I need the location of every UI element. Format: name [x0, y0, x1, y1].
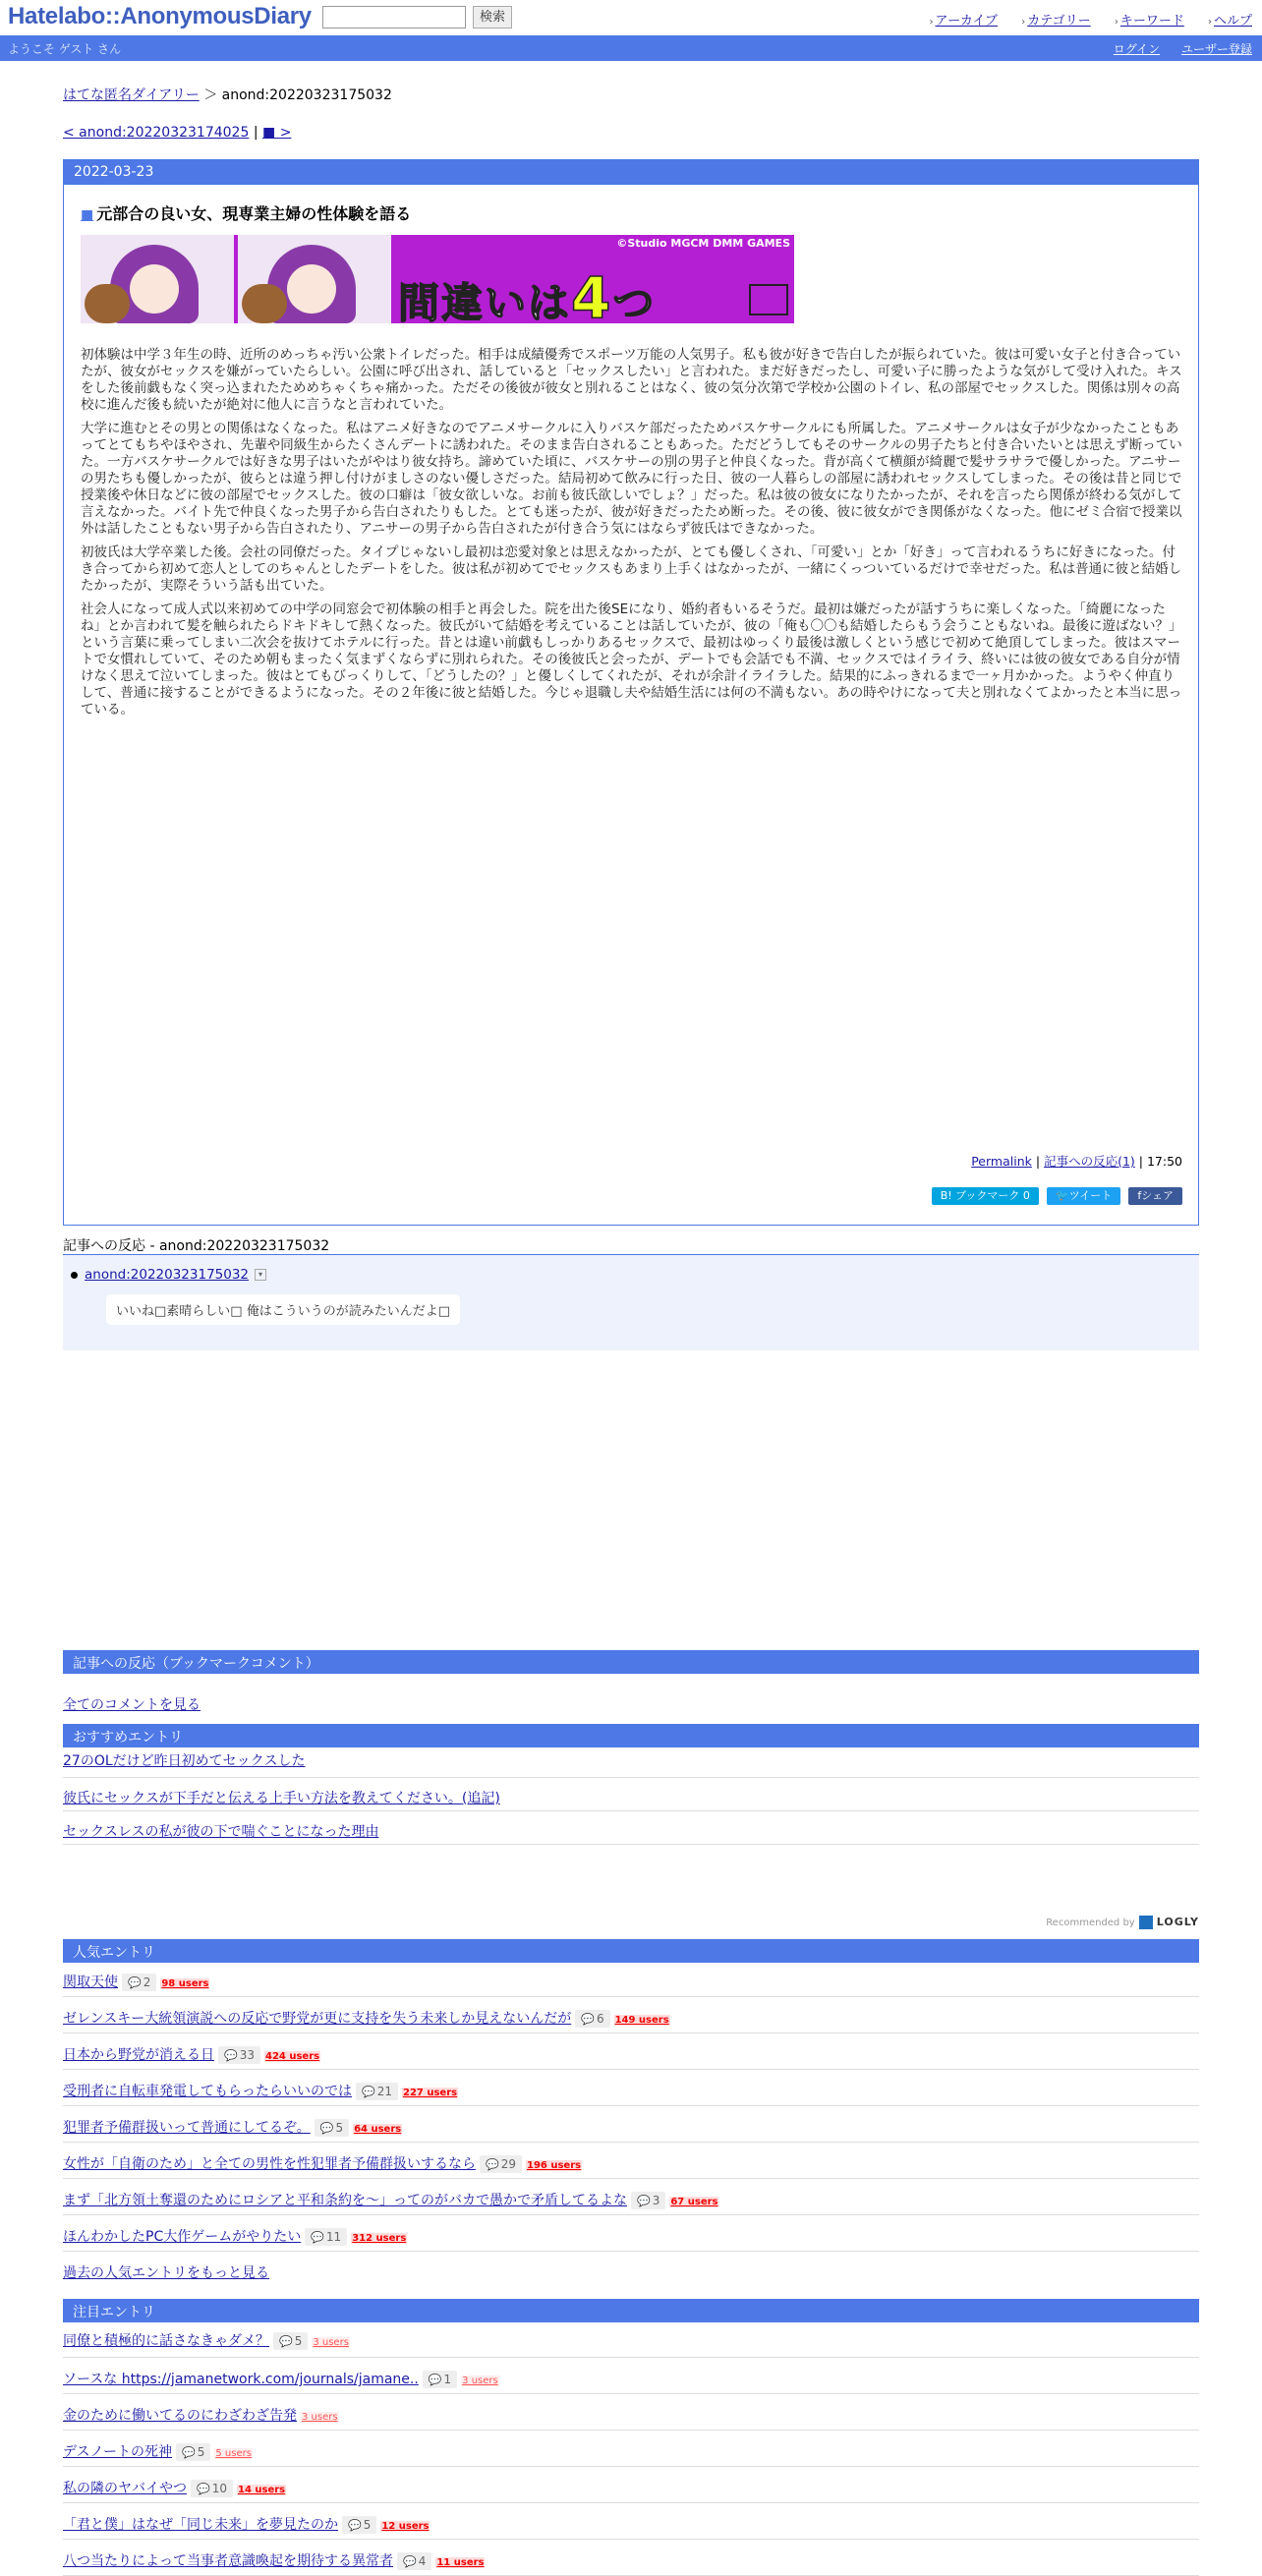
facebook-share-button[interactable]: fシェア: [1128, 1187, 1182, 1205]
list-item: [63, 2540, 1199, 2576]
popular-entry-link[interactable]: 犯罪者予備群扱いって普通にしてるぞ。: [63, 2120, 311, 2136]
comment-bubble-icon: 💬: [428, 2374, 442, 2386]
list-item: [63, 2394, 1199, 2431]
popular-heading: 人気エントリ: [63, 1939, 1199, 1963]
hatena-bookmark-button[interactable]: B! ブックマーク 0: [932, 1187, 1039, 1205]
list-item: [63, 2358, 1199, 2394]
footer-separator: |: [1138, 1154, 1143, 1169]
bookmark-users[interactable]: 424 users: [264, 2051, 320, 2062]
bookmark-users[interactable]: 14 users: [237, 2485, 286, 2495]
bullet-icon: [71, 1272, 78, 1279]
comment-count[interactable]: 💬 5: [315, 2119, 349, 2137]
bookmark-users[interactable]: 227 users: [402, 2088, 458, 2098]
comment-count[interactable]: 💬 29: [480, 2155, 522, 2173]
list-item: [63, 2503, 1199, 2540]
top-nav: [909, 10, 1252, 29]
list-item: [63, 2431, 1199, 2467]
recommended-heading: おすすめエントリ: [63, 1724, 1199, 1747]
comment-bubble-icon: 💬: [348, 2519, 362, 2532]
site-logo[interactable]: Hatelabo::AnonymousDiary: [8, 3, 312, 29]
comment-bubble-icon: 💬: [224, 2049, 238, 2062]
banner-studio-tag: ©Studio MGCM DMM GAMES: [616, 237, 790, 250]
breadcrumb-current: anond:20220323175032: [221, 87, 392, 103]
login-link[interactable]: ログイン: [1113, 42, 1161, 56]
list-item: [63, 1745, 1199, 1778]
article-title-text: 元部合の良い女、現専業主婦の性体験を語る: [96, 204, 412, 223]
comment-count[interactable]: 💬 2: [122, 1974, 156, 1991]
comment-bubble-icon: 💬: [182, 2446, 196, 2459]
comment-count[interactable]: 💬 5: [176, 2443, 210, 2461]
article-date: 2022-03-23: [64, 160, 1198, 185]
list-item: [63, 1965, 1199, 1997]
share-buttons: [928, 1187, 1182, 1205]
breadcrumb: [63, 85, 392, 104]
list-item: [63, 1997, 1199, 2033]
comment-count[interactable]: 💬 6: [575, 2010, 609, 2028]
comment-count[interactable]: 💬 33: [218, 2046, 260, 2064]
article-paragraph: 初体験は中学３年生の時、近所のめっちゃ汚い公衆トイレだった。相手は成績優秀でスポーツ万能の人気男子。私も彼が好きで告白したが振られていた。彼は可愛い女子と付き合っていたが、彼女がセックスを嫌がっていたらしい。公園に呼び出され、話していると「セックスしたい」と言われた。まだ好きだったし、可愛い子に勝ったような気がして受け入れた。キスをした後前戯もなく突っ込まれたためめちゃくちゃ痛かった。ただその後彼が彼女と別れることはなく、彼の気分次第で学校か公園のトイレ、私の部屋でセックスした。関係は別々の高校に進んだ後も続いたが絶対に他人に言うなと言われていた。: [81, 347, 1182, 413]
reaction-link[interactable]: anond:20220323175032: [85, 1267, 250, 1283]
breadcrumb-separator: ＞: [203, 87, 218, 103]
list-item: [63, 2106, 1199, 2143]
nav-category-link[interactable]: カテゴリー: [1027, 14, 1091, 29]
nav-archive-link[interactable]: アーカイブ: [935, 14, 999, 29]
comment-count[interactable]: 💬 3: [631, 2192, 665, 2209]
recommended-entry-link[interactable]: 彼氏にセックスが下手だと伝える上手い方法を教えてください。(追記): [63, 1791, 500, 1806]
article-paragraph: 社会人になって成人式以来初めての中学の同窓会で初体験の相手と再会した。院を出た後SEになり、婚約者もいるそうだ。最初は嫌だったが話すうちに楽しくなった。「綺麗になったね」とか言われて髪を触られたらドキドキして熱くなった。彼氏がいて結婚を考えていることは話していたが、彼の「俺も〇〇も結婚したらもう会うこともないね。最後に遊ばない？」という言葉に乗ってしまい二次会を抜けてホテルに行った。昔とは違い前戯もしっかりあるセックスで、最初はゆっくり最後は激しくという感じで初めて絶頂してしまった。彼はスマートで女慣れしていて、そのため朝もまったく気まずくならずに別れられた。その後彼氏と会ったが、デートでも会話でも不満、セックスではイライラ、終いには彼の彼女である自分が情けなく思えて泣いてしまった。彼はとてもびっくりして、「どうしたの？」と優しくしてくれたが、それが余計イライラした。結果的にふっきれるまで一ヶ月かかった。ようやく仲直りして、普通に接することができるようになった。その２年後に彼と結婚した。今じゃ退職し夫や結婚生活には何の不満もない。あの時やけになって夫と別れなくてよかったと本当に思っている。: [81, 601, 1182, 717]
logly-icon: [1139, 1916, 1153, 1929]
comment-bubble-icon: 💬: [403, 2555, 417, 2568]
popular-entry-link[interactable]: ほんわかしたPC大作ゲームがやりたい: [63, 2229, 302, 2245]
twitter-icon: 🐦: [1056, 1189, 1069, 1202]
more-popular-link[interactable]: 過去の人気エントリをもっと見る: [63, 2265, 269, 2281]
banner-headline: 間違いは4つ: [398, 264, 657, 323]
article-paragraph: 大学に進むとその男との関係はなくなった。私はアニメ好きなのでアニメサークルに入りバスケ部だったためバスケサークルにも所属した。アニメサークルは女子が少なかったこともあってとてもちやほやされ、先輩や同級生からたくさんデートに誘われた。そのまま告白されることもあった。ただどうしてもそのサークルの男子たちと付き合いたいとは思えず断っていた。一方バスケサークルでは好きな男子はいたがやはり彼女持ち。諦めていた頃に、バスケサーの別の男子と仲良くなった。背が高くて横顔が綺麗で髪サラサラで優しかった。アニサーの男たちも優しかったが、彼らとは違う押し付けがましさのない優しさだった。結局初めて飲みに行った日、彼の一人暮らしの部屋に誘われセックスしてしまった。その後は昔と同じで授業後や休日などに彼の部屋でセックスした。彼の口癖は「彼女欲しいな。お前も彼氏欲しいでしょ？」だった。私は彼の彼女になりたかったが、それを言ったら関係が終わる気がして言えなかった。バイト先で仲良くなった男子から告白されたりもした。とても迷ったが、彼が好きだったため断った。その後、彼に彼女ができ関係がなくなった。他にゼミ合宿で授業以外は話したこともない男子から告白されたり、アニサーの男子から告白されたが付き合う気にはならず彼氏はできなかった。: [81, 421, 1182, 537]
list-item: [63, 2179, 1199, 2215]
expand-toggle-icon[interactable]: ▾: [255, 1269, 266, 1281]
notable-heading: 注目エントリ: [63, 2299, 1199, 2322]
notable-entry-link[interactable]: 金のために働いてるのにわざわざ告発: [63, 2408, 297, 2424]
banner-illustration: [238, 235, 391, 323]
arrow-icon: ›: [929, 17, 934, 28]
comment-count[interactable]: 💬 4: [397, 2552, 431, 2570]
notable-entry-link[interactable]: 私の隣のヤバイやつ: [63, 2481, 187, 2496]
popular-list: [63, 1965, 1199, 2288]
prev-next-separator: |: [253, 125, 258, 141]
notable-entry-link[interactable]: 同僚と積極的に話さなきゃダメ？: [63, 2333, 269, 2349]
list-item: [63, 2322, 1199, 2358]
bookmark-users[interactable]: 64 users: [354, 2124, 402, 2135]
reactions-list: [63, 1254, 1199, 1350]
comment-bubble-icon: 💬: [637, 2195, 651, 2207]
bookmark-users[interactable]: 12 users: [381, 2521, 430, 2532]
bookmark-comments-heading: 記事への反応（ブックマークコメント）: [63, 1650, 1199, 1674]
permalink-link[interactable]: Permalink: [971, 1154, 1032, 1169]
bookmark-users[interactable]: 5 users: [215, 2448, 252, 2459]
comment-bubble-icon: 💬: [581, 2013, 595, 2026]
reactions-heading: 記事への反応 - anond:20220323175032: [63, 1238, 330, 1254]
popular-entry-link[interactable]: 受刑者に自転車発電してもらったらいいのでは: [63, 2084, 352, 2099]
comment-bubble-icon: 💬: [362, 2086, 375, 2098]
entry-square-link[interactable]: ■: [81, 207, 94, 223]
bookmark-users[interactable]: 3 users: [462, 2376, 498, 2386]
reaction-snippet: いいね□素晴らしい□ 俺はこういうのが読みたいんだよ□: [106, 1294, 460, 1325]
facebook-icon: f: [1137, 1189, 1142, 1202]
banner-game-logo: [749, 284, 788, 315]
popular-entry-link[interactable]: 関取天使: [63, 1975, 118, 1990]
comment-count[interactable]: 💬 5: [342, 2516, 376, 2534]
list-item: [63, 2033, 1199, 2070]
comment-bubble-icon: 💬: [128, 1976, 142, 1989]
list-item: [63, 2070, 1199, 2106]
list-item: [63, 1811, 1199, 1845]
bookmark-users[interactable]: 67 users: [670, 2197, 718, 2207]
footer-separator: |: [1035, 1154, 1041, 1169]
search-input[interactable]: [322, 6, 466, 29]
arrow-icon: ›: [1207, 17, 1212, 28]
article-body: [81, 347, 1183, 725]
top-bar: [0, 0, 1262, 35]
popular-entry-link[interactable]: 女性が「自衛のため」と全ての男性を性犯罪者予備群扱いするなら: [63, 2156, 476, 2172]
list-item: [63, 2252, 1199, 2288]
notable-entry-link[interactable]: デスノートの死神: [63, 2444, 173, 2460]
bookmark-users[interactable]: 3 users: [313, 2337, 349, 2348]
list-item: [63, 2143, 1199, 2179]
comment-bubble-icon: 💬: [486, 2158, 499, 2171]
reactions-link[interactable]: 記事への反応(1): [1044, 1154, 1135, 1169]
bookmark-users[interactable]: 196 users: [526, 2160, 582, 2171]
article-title: [81, 201, 411, 224]
notable-list: [63, 2322, 1199, 2576]
popular-entry-link[interactable]: 日本から野党が消える日: [63, 2047, 214, 2063]
prev-next-nav: [63, 125, 291, 141]
list-item: [63, 2467, 1199, 2503]
all-comments-link-wrap: [63, 1694, 201, 1714]
notable-entry-link[interactable]: 「君と僕」はなぜ「同じ未来」を夢見たのか: [63, 2517, 338, 2533]
comment-count[interactable]: 💬 1: [423, 2371, 457, 2388]
comment-count[interactable]: 💬 10: [191, 2480, 233, 2497]
recommend-powered-by: Recommended by LOGLY: [1046, 1916, 1199, 1928]
comment-count[interactable]: 💬 21: [356, 2083, 398, 2100]
arrow-icon: ›: [1021, 17, 1026, 28]
bookmark-users[interactable]: 11 users: [436, 2557, 485, 2568]
comment-count[interactable]: 💬 5: [273, 2332, 308, 2350]
register-link[interactable]: ユーザー登録: [1180, 42, 1252, 56]
reaction-item: [85, 1267, 266, 1283]
welcome-bar: [0, 35, 1262, 61]
bookmark-users[interactable]: 3 users: [302, 2412, 338, 2423]
article: [63, 159, 1199, 1226]
next-entry-link[interactable]: ■ >: [262, 125, 292, 141]
bookmark-users[interactable]: 149 users: [614, 2015, 669, 2026]
recommended-entry-link[interactable]: 27のOLだけど昨日初めてセックスした: [63, 1753, 306, 1769]
comment-bubble-icon: 💬: [319, 2122, 334, 2135]
arrow-icon: ›: [1114, 17, 1119, 28]
nav-help-link[interactable]: ヘルプ: [1213, 14, 1252, 29]
bookmark-users[interactable]: 312 users: [352, 2233, 407, 2244]
nav-keyword-link[interactable]: キーワード: [1119, 14, 1184, 29]
post-time: 17:50: [1146, 1154, 1182, 1169]
list-item: [63, 1778, 1199, 1811]
comment-bubble-icon: 💬: [197, 2483, 210, 2495]
breadcrumb-home-link[interactable]: はてな匿名ダイアリー: [63, 87, 200, 103]
notable-entry-link[interactable]: ソースな https://jamanetwork.com/journals/jamane..: [63, 2372, 419, 2387]
comment-bubble-icon: 💬: [311, 2231, 324, 2244]
recommended-entry-link[interactable]: セックスレスの私が彼の下で喘ぐことになった理由: [63, 1824, 379, 1840]
bookmark-users[interactable]: 98 users: [161, 1978, 209, 1989]
article-paragraph: 初彼氏は大学卒業した後。会社の同僚だった。タイプじゃないし最初は恋愛対象とは思えなかったが、とても優しくされ、「可愛い」とか「好き」って言われるうちに好きになった。付き合ってから初めて恋人としてのちゃんとしたデートをした。彼は私が初めてでセックスもあまり上手くはなかったが、一緒にくっついているだけで幸せだった。私は普通に彼と結婚したかったが、実際そういう話も出ていた。: [81, 544, 1182, 594]
banner-illustration: [81, 235, 234, 323]
tweet-button[interactable]: 🐦ツイート: [1047, 1187, 1120, 1205]
prev-entry-link[interactable]: < anond:20220323174025: [63, 125, 250, 141]
popular-entry-link[interactable]: ゼレンスキー大統領演説への反応で野党が更に支持を失う未来しか見えないんだが: [63, 2011, 572, 2027]
notable-entry-link[interactable]: 八つ当たりによって当事者意識喚起を期待する異常者: [63, 2553, 393, 2569]
welcome-text: ようこそ ゲスト さん: [8, 42, 122, 56]
recommended-list: [63, 1745, 1199, 1845]
article-footer: [971, 1152, 1182, 1170]
popular-entry-link[interactable]: まず「北方領土奪還のためにロシアと平和条約を～」ってのがバカで愚かで矛盾してるよな: [63, 2193, 627, 2208]
list-item: [63, 2215, 1199, 2252]
all-comments-link[interactable]: 全てのコメントを見る: [63, 1697, 201, 1713]
search-button[interactable]: 検索: [473, 6, 512, 29]
ad-banner[interactable]: [81, 235, 794, 323]
comment-count[interactable]: 💬 11: [305, 2228, 347, 2246]
comment-bubble-icon: 💬: [279, 2335, 293, 2348]
